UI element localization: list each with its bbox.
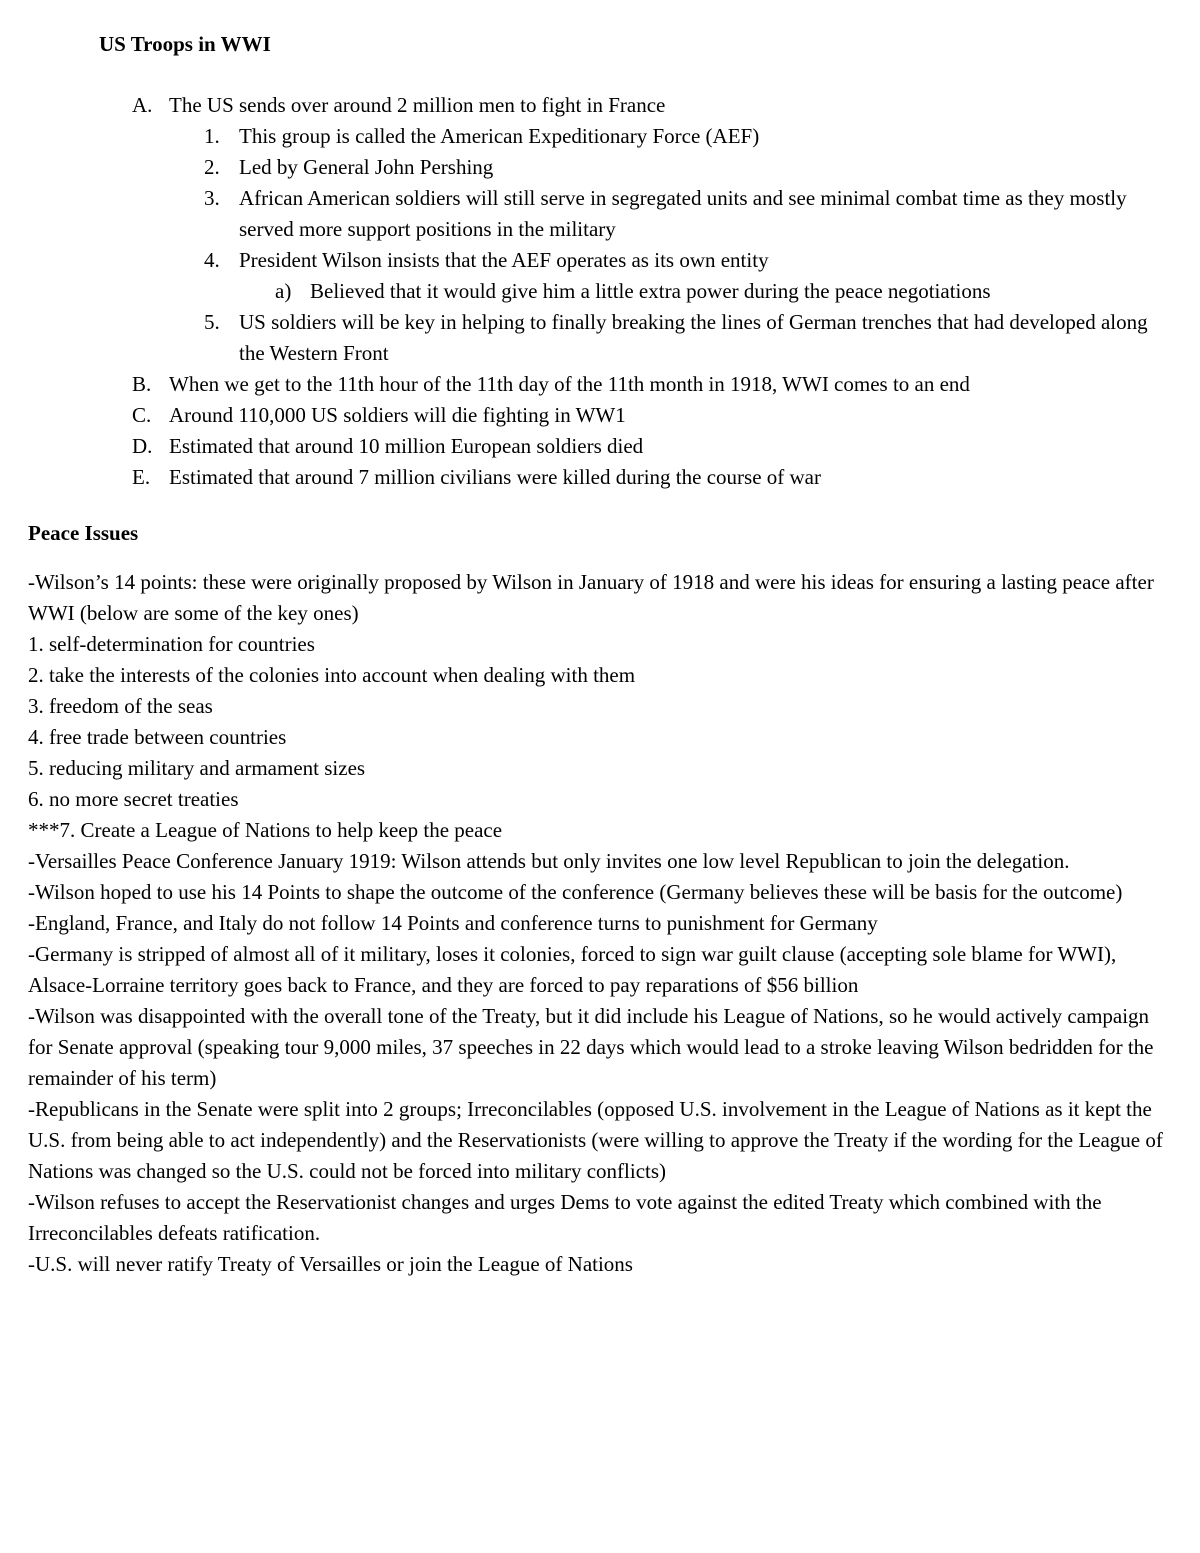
outline-marker: a) <box>275 279 292 303</box>
paragraph: -Wilson was disappointed with the overall tone of the Treaty, but it did include his League of Nations, so he would actively campaign for Senate approval (speaking tour 9,000 miles, 37 speeches in 22 days which would lead to a stroke leaving Wilson bedridden for the remainder of his term) <box>28 1004 1154 1090</box>
outline-subitem-3 <box>0 183 1200 245</box>
paragraph: -Wilson’s 14 points: these were originally proposed by Wilson in January of 1918 and were his ideas for ensuring a lasting peace after WWI (below are some of the key ones) <box>28 570 1154 625</box>
outline-marker: 2. <box>204 155 220 179</box>
section-title-peace-issues: Peace Issues <box>28 521 139 545</box>
paragraph: -U.S. will never ratify Treaty of Versailles or join the League of Nations <box>28 1252 633 1276</box>
peace-issues-body <box>28 567 1173 1280</box>
paragraph: -Versailles Peace Conference January 1919: Wilson attends but only invites one low level Republican to join the delegation. <box>28 849 1070 873</box>
outline-subitem-4 <box>0 245 1200 276</box>
paragraph: -Wilson refuses to accept the Reservationist changes and urges Dems to vote against the edited Treaty which combined with the Irreconcilables defeats ratification. <box>28 1190 1102 1245</box>
outline-marker: 1. <box>204 124 220 148</box>
outline-subitem-1 <box>0 121 1200 152</box>
outline-marker: B. <box>132 372 152 396</box>
paragraph: 4. free trade between countries <box>28 725 287 749</box>
outline-marker: 5. <box>204 310 220 334</box>
paragraph: ***7. Create a League of Nations to help keep the peace <box>28 818 503 842</box>
paragraph: -Republicans in the Senate were split into 2 groups; Irreconcilables (opposed U.S. involvement in the League of Nations as it kept the U.S. from being able to act independently) and the Reservationists (were willing to approve the Treaty if the wording for the League of Nations was changed so the U.S. could not be forced into military conflicts) <box>28 1097 1163 1183</box>
outline-text: US soldiers will be key in helping to finally breaking the lines of German trenches that had developed along the Western Front <box>239 310 1148 365</box>
paragraph: 1. self-determination for countries <box>28 632 315 656</box>
paragraph: 6. no more secret treaties <box>28 787 239 811</box>
paragraph: 3. freedom of the seas <box>28 694 213 718</box>
outline-text: President Wilson insists that the AEF operates as its own entity <box>239 248 769 272</box>
outline-item-b <box>0 369 1200 400</box>
outline-text: Led by General John Pershing <box>239 155 494 179</box>
outline-marker: 3. <box>204 186 220 210</box>
paragraph: -Wilson hoped to use his 14 Points to shape the outcome of the conference (Germany believes these will be basis for the outcome) <box>28 880 1123 904</box>
outline-marker: D. <box>132 434 153 458</box>
outline-text: When we get to the 11th hour of the 11th day of the 11th month in 1918, WWI comes to an end <box>169 372 970 396</box>
outline-subitem-2 <box>0 152 1200 183</box>
outline-subitem-5 <box>0 307 1200 369</box>
outline-item-e <box>0 462 1200 493</box>
troops-outline <box>0 90 1200 493</box>
outline-text: Around 110,000 US soldiers will die fighting in WW1 <box>169 403 626 427</box>
outline-text: This group is called the American Expeditionary Force (AEF) <box>239 124 760 148</box>
outline-text: African American soldiers will still serve in segregated units and see minimal combat time as they mostly served more support positions in the military <box>239 186 1127 241</box>
outline-text: Believed that it would give him a little extra power during the peace negotiations <box>310 279 991 303</box>
outline-item-c <box>0 400 1200 431</box>
paragraph: 5. reducing military and armament sizes <box>28 756 366 780</box>
paragraph: -England, France, and Italy do not follow 14 Points and conference turns to punishment for Germany <box>28 911 878 935</box>
outline-text: Estimated that around 10 million European soldiers died <box>169 434 644 458</box>
outline-marker: A. <box>132 93 153 117</box>
outline-subsubitem-a <box>0 276 1200 307</box>
outline-text: Estimated that around 7 million civilians were killed during the course of war <box>169 465 821 489</box>
outline-marker: E. <box>132 465 151 489</box>
outline-item-a <box>0 90 1200 121</box>
outline-marker: 4. <box>204 248 220 272</box>
outline-text: The US sends over around 2 million men to fight in France <box>169 93 666 117</box>
section-title-us-troops: US Troops in WWI <box>99 32 271 56</box>
paragraph: 2. take the interests of the colonies into account when dealing with them <box>28 663 636 687</box>
outline-item-d <box>0 431 1200 462</box>
outline-marker: C. <box>132 403 152 427</box>
paragraph: -Germany is stripped of almost all of it military, loses it colonies, forced to sign war guilt clause (accepting sole blame for WWI), Alsace-Lorraine territory goes back to France, and they are forced to pay reparations of $56 billion <box>28 942 1117 997</box>
